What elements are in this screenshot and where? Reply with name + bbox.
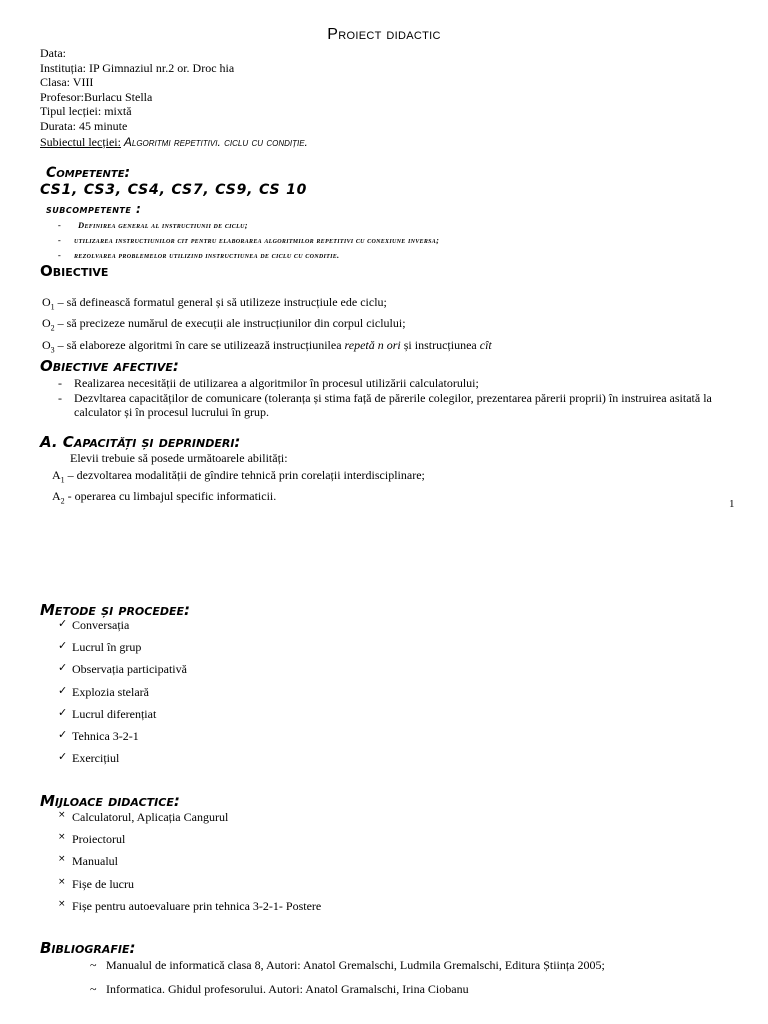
list-item: $A_1$ – dezvoltarea modalității de gîndire tehnică prin corelații interdisciplinare; (52, 468, 425, 485)
obiective-heading: Obiective (40, 262, 109, 280)
list-item: ~ Manualul de informatică clasa 8, Autori: Anatol Gremalschi, Ludmila Gremalschi, Editura Știința 2005; (90, 958, 605, 972)
checkmark-icon: ✓ (58, 683, 68, 697)
meta-lesson-type: Tipul lecției: mixtă (40, 104, 132, 119)
list-item: ✓ Conversația (58, 617, 130, 632)
dash-icon: - (58, 376, 62, 390)
checkmark-icon: ✓ (58, 750, 68, 764)
meta-teacher: Profesor:Burlacu Stella (40, 89, 153, 104)
lesson-metadata (40, 46, 308, 149)
checkmark-icon: ✓ (58, 661, 68, 675)
subject-label: Subiectul lecției: (40, 134, 121, 149)
list-item: × Manualul (58, 854, 118, 869)
list-item: $O_3$ – să elaboreze algoritmi în care se utilizează instrucțiunilea repetă n ori și instrucțiunea cît (42, 337, 492, 355)
cross-icon: × (58, 810, 66, 820)
dash-icon: - (58, 235, 62, 245)
competente-heading: Competente: (46, 165, 131, 181)
capacitati-intro: Elevii trebuie să posede următoarele abilități: (70, 451, 288, 465)
cross-icon: × (58, 898, 66, 909)
list-item: - Realizarea necesității de utilizarea a algoritmilor în procesul utilizării calculatorului; (58, 376, 479, 390)
capacitati-heading: A. Capacități și deprinderi: (40, 433, 241, 451)
subcompetente-heading: subcompetente : (46, 202, 142, 216)
metode-heading: Metode și procedee: (40, 601, 191, 619)
mijloace-heading: Mijloace didactice: (40, 792, 180, 810)
cross-icon: × (58, 832, 66, 843)
page-title: Proiect didactic (327, 26, 441, 43)
capacitati-list (52, 467, 425, 510)
bibliografie-list (90, 958, 605, 1006)
meta-date: Data: (40, 46, 66, 60)
subject-value: Algoritmi repetitivi. ciclu cu condiție. (120, 134, 308, 149)
competente-codes: CS1, CS3, CS4, CS7, CS9, CS 10 (40, 182, 308, 198)
obiective-afective-heading: Obiective afective: (40, 357, 179, 375)
mijloace-list (58, 810, 321, 921)
list-item: $O_1$ – să definească formatul general și să utilizeze instrucțiule ede ciclu; (42, 295, 387, 312)
list-item: × Proiectorul (58, 832, 126, 847)
dash-icon: - (58, 250, 62, 260)
meta-class: Clasa: VIII (40, 75, 94, 90)
checkmark-icon: ✓ (58, 617, 68, 630)
list-item: - Definirea general al instructiunii de ciclu; (58, 218, 439, 233)
tilde-icon: ~ (90, 982, 97, 996)
list-item: ✓ Lucrul diferențiat (58, 705, 157, 721)
metode-list (58, 618, 187, 773)
list-item: ✓ Observația participativă (58, 661, 187, 677)
list-item: × Fișe pentru autoevaluare prin tehnica 3-2-1- Postere (58, 898, 322, 913)
tilde-icon: ~ (90, 958, 97, 972)
list-item: ~ Informatica. Ghidul profesorului. Autori: Anatol Gramalschi, Irina Ciobanu (90, 982, 469, 996)
meta-institution: Instituția: IP Gimnaziul nr.2 or. Droc hia (40, 60, 235, 75)
meta-subject (40, 135, 308, 150)
list-item: - Dezvltarea capacităților de comunicare (toleranța și stima față de părerile colegilor, prezentarea părerii proprii) în instruirea asitată la calculator și în procesul lucrului în grup. (58, 391, 712, 419)
list-item: ✓ Lucrul în grup (58, 639, 142, 655)
list-item: - utilizarea instructiunilor cit pentru elaborarea algoritmilor repetitivi cu conexiune inversa; (58, 233, 439, 248)
list-item: $A_2$ - operarea cu limbajul specific informaticii. (52, 489, 277, 506)
cross-icon: × (58, 876, 66, 887)
checkmark-icon: ✓ (58, 639, 68, 653)
list-item: × Fișe de lucru (58, 876, 134, 891)
checkmark-icon: ✓ (58, 705, 68, 719)
list-item: ✓ Exercițiul (58, 750, 120, 766)
bibliografie-heading: Bibliografie: (40, 939, 136, 957)
meta-duration: Durata: 45 minute (40, 118, 128, 133)
cross-icon: × (58, 854, 66, 865)
obiective-list (42, 294, 492, 358)
dash-icon: - (58, 220, 62, 230)
list-item: $O_2$ – să precizeze numărul de execuții ale instrucțiunilor din corpul ciclului; (42, 316, 406, 333)
page-number: 1 (729, 498, 735, 510)
dash-icon: - (58, 391, 62, 405)
list-item: ✓ Explozia stelară (58, 683, 149, 699)
list-item: ✓ Tehnica 3-2-1 (58, 727, 139, 743)
subcompetente-list (58, 218, 439, 263)
checkmark-icon: ✓ (58, 727, 68, 741)
list-item: × Calculatorul, Aplicația Cangurul (58, 810, 229, 824)
obiective-afective-list (58, 376, 748, 420)
list-item: - rezolvarea problemelor utilizind instructiunea de ciclu cu conditie. (58, 248, 439, 263)
